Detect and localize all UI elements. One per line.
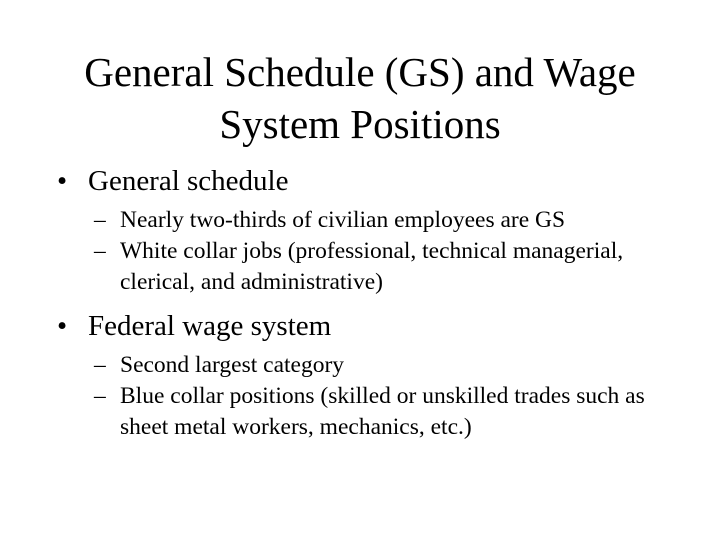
bullet-text: General schedule: [88, 165, 289, 197]
dash-marker-icon: –: [94, 383, 106, 409]
bullet-marker-icon: •: [57, 165, 68, 197]
sub-bullet-text: Blue collar positions (skilled or unskilled trades such as sheet metal workers, mechanics, etc.): [120, 383, 645, 440]
bullet-list: [0, 161, 720, 443]
slide-title-line-2: System Positions: [219, 101, 501, 147]
bullet-marker-icon: •: [57, 310, 68, 342]
sub-bullet-text: Second largest category: [120, 352, 345, 378]
bullet-text: Federal wage system: [88, 310, 332, 342]
dash-marker-icon: –: [94, 207, 106, 233]
slide-title-line-1: General Schedule (GS) and Wage: [84, 49, 636, 95]
bullet-group-federal-wage-system: [0, 306, 720, 443]
bullet-item: [0, 161, 720, 201]
bullet-group-general-schedule: [0, 161, 720, 298]
bullet-item: [0, 306, 720, 346]
sub-bullet-item: [0, 236, 720, 298]
sub-bullet-text: White collar jobs (professional, technical managerial, clerical, and administrative): [120, 238, 624, 295]
sub-bullet-text: Nearly two-thirds of civilian employees are GS: [120, 207, 566, 233]
sub-bullet-item: [0, 350, 720, 381]
sub-bullet-item: [0, 205, 720, 236]
slide-title: [40, 46, 680, 150]
sub-bullet-list: [0, 205, 720, 298]
sub-bullet-item: [0, 381, 720, 443]
sub-bullet-list: [0, 350, 720, 443]
dash-marker-icon: –: [94, 352, 106, 378]
dash-marker-icon: –: [94, 238, 106, 264]
